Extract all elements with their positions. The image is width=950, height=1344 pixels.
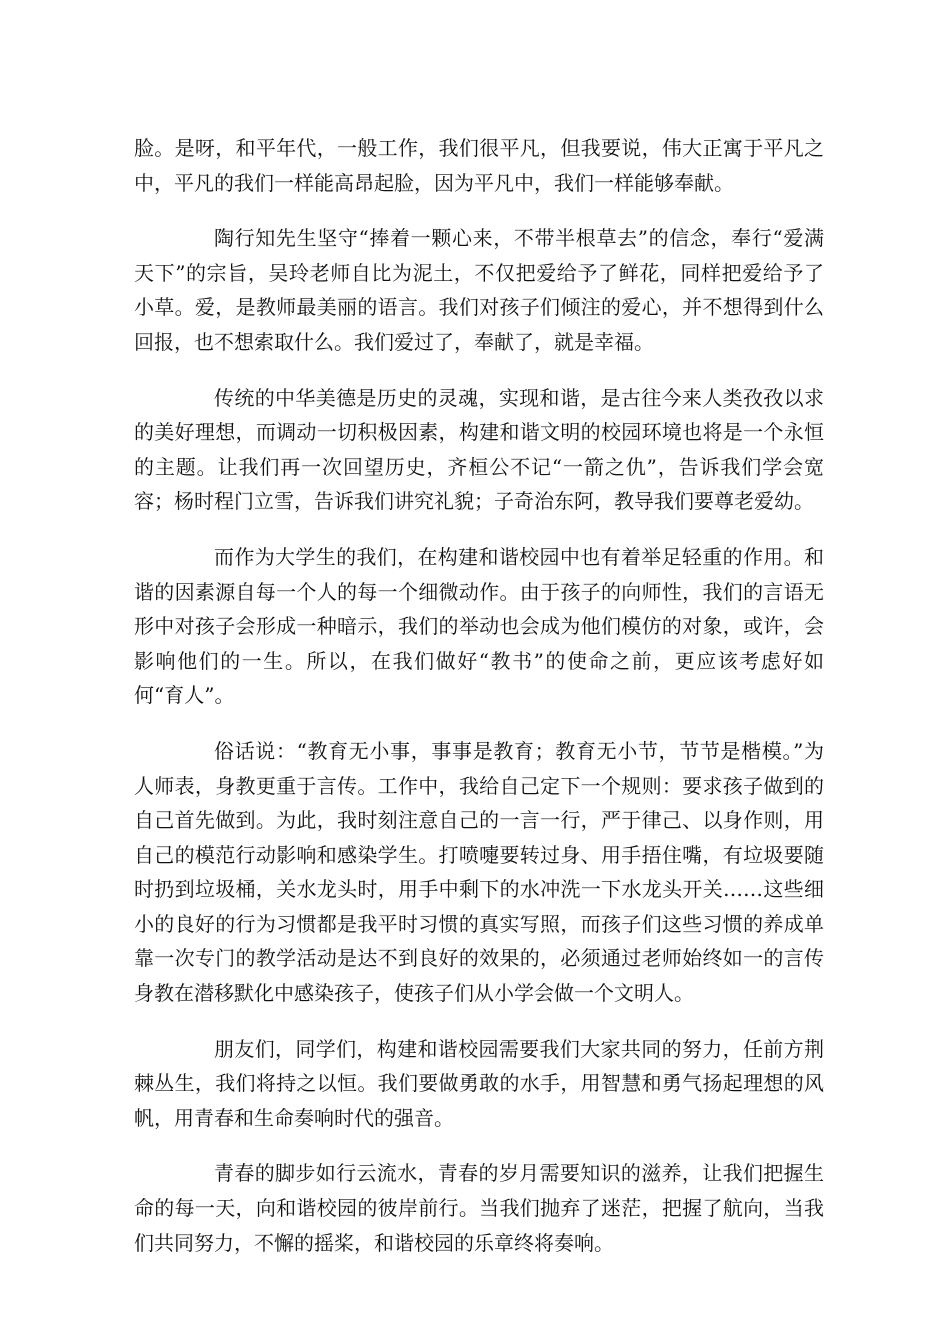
paragraph: 朋友们，同学们，构建和谐校园需要我们大家共同的努力，任前方荆棘丛生，我们将持之以恒。我们要做勇敢的水手，用智慧和勇气扬起理想的风帆，用青春和生命奏响时代的强音。 [134, 1036, 824, 1130]
paragraph: 而作为大学生的我们，在构建和谐校园中也有着举足轻重的作用。和谐的因素源自每一个人的每一个细微动作。由于孩子的向师性，我们的言语无形中对孩子会形成一种暗示，我们的举动也会成为他们模仿的对象，或许，会影响他们的一生。所以，在我们做好“教书”的使命之前，更应该考虑好如何“育人”。 [134, 544, 824, 708]
document-page [134, 131, 824, 1281]
paragraph: 传统的中华美德是历史的灵魂，实现和谐，是古往今来人类孜孜以求的美好理想，而调动一切积极因素，构建和谐文明的校园环境也将是一个永恒的主题。让我们再一次回望历史，齐桓公不记“一箭之仇”，告诉我们学会宽容；杨时程门立雪，告诉我们讲究礼貌；子奇治东阿，教导我们要尊老爱幼。 [134, 385, 824, 514]
paragraph: 俗话说：“教育无小事，事事是教育；教育无小节，节节是楷模。”为人师表，身教更重于言传。工作中，我给自己定下一个规则：要求孩子做到的自己首先做到。为此，我时刻注意自己的一言一行，严于律己、以身作则，用自己的模范行动影响和感染学生。打喷嚏要转过身、用手捂住嘴，有垃圾要随时扔到垃圾桶，关水龙头时，用手中剩下的水冲洗一下水龙头开关……这些细小的良好的行为习惯都是我平时习惯的真实写照，而孩子们这些习惯的养成单靠一次专门的教学活动是达不到良好的效果的，必须通过老师始终如一的言传身教在潜移默化中感染孩子，使孩子们从小学会做一个文明人。 [134, 738, 824, 1006]
paragraph: 青春的脚步如行云流水，青春的岁月需要知识的滋养，让我们把握生命的每一天，向和谐校园的彼岸前行。当我们抛弃了迷茫，把握了航向，当我们共同努力，不懈的摇桨，和谐校园的乐章终将奏响。 [134, 1161, 824, 1255]
paragraph-continued: 脸。是呀，和平年代，一般工作，我们很平凡，但我要说，伟大正寓于平凡之中，平凡的我们一样能高昂起脸，因为平凡中，我们一样能够奉献。 [134, 136, 824, 195]
paragraph: 陶行知先生坚守“捧着一颗心来，不带半根草去”的信念，奉行“爱满天下”的宗旨，吴玲老师自比为泥土，不仅把爱给予了鲜花，同样把爱给予了小草。爱，是教师最美丽的语言。我们对孩子们倾注的爱心，并不想得到什么回报，也不想索取什么。我们爱过了，奉献了，就是幸福。 [134, 226, 824, 354]
